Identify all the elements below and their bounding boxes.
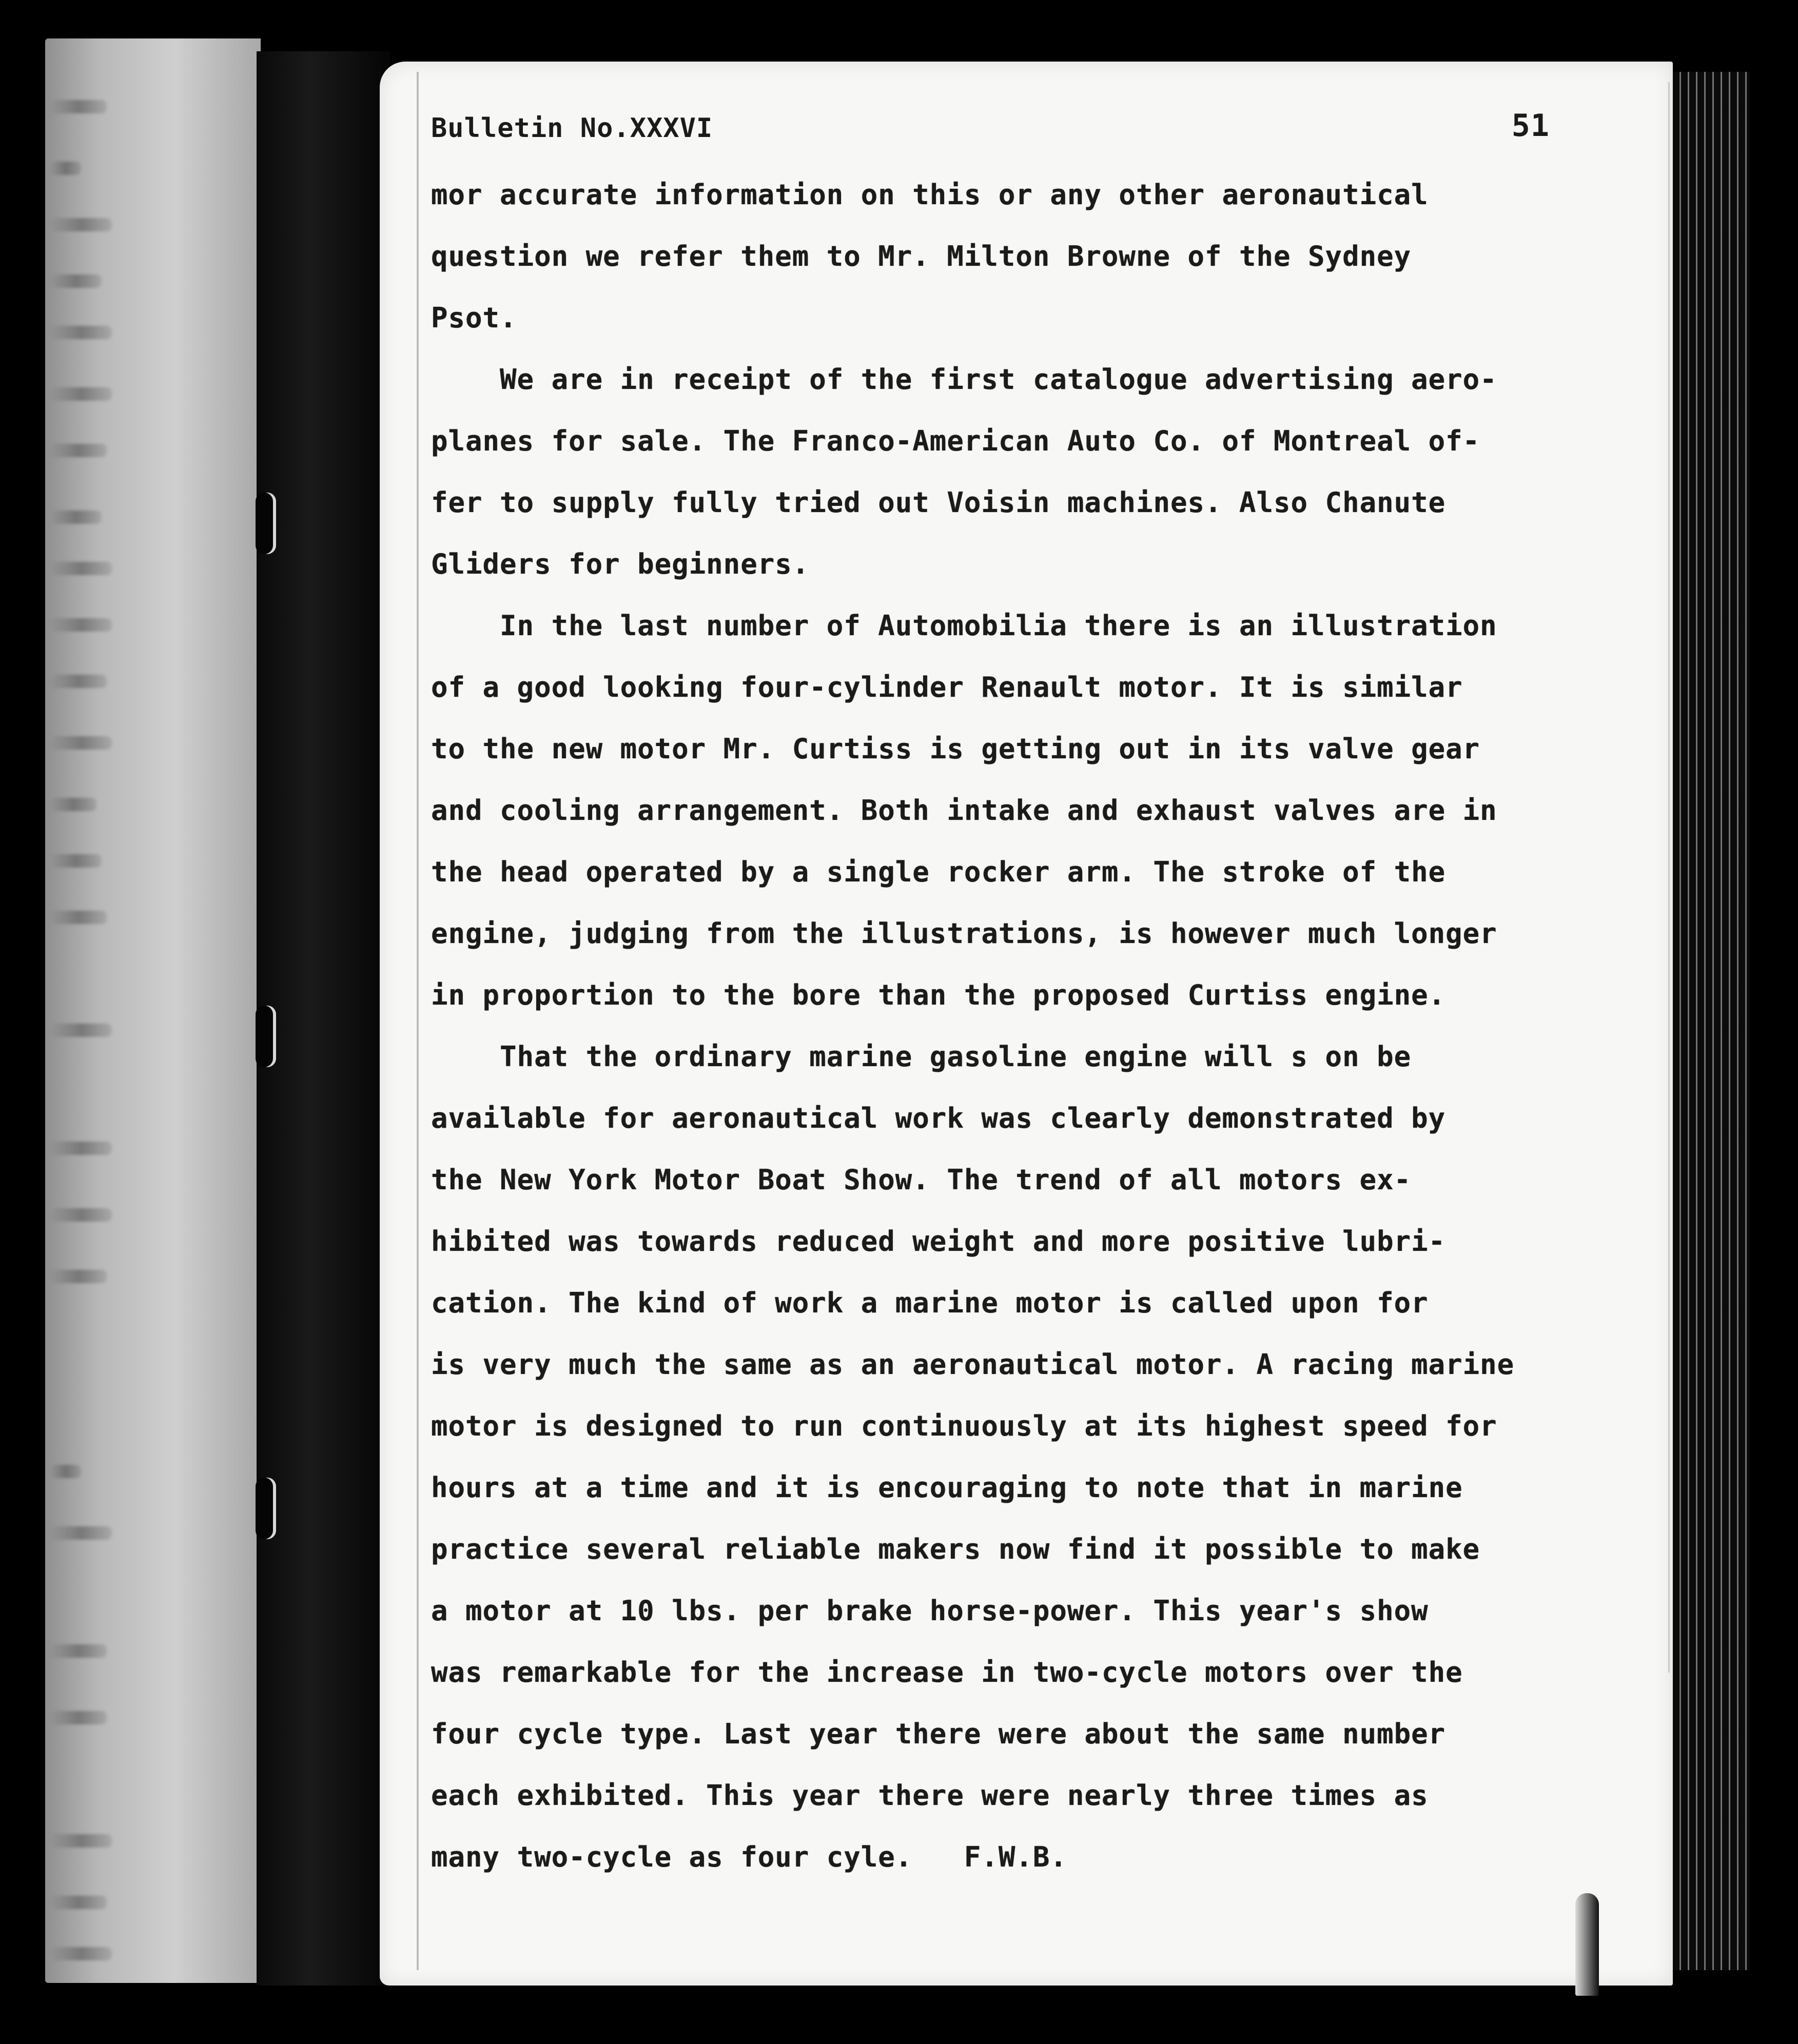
text-line: was remarkable for the increase in two-cycle motors over the: [431, 1656, 1463, 1688]
text-line: Gliders for beginners.: [431, 548, 810, 580]
text-line: many two-cycle as four cyle. F.W.B.: [431, 1841, 1067, 1873]
text-line: to the new motor Mr. Curtiss is getting out in its valve gear: [431, 733, 1480, 765]
text-line: In the last number of Automobilia there is an illustration: [431, 610, 1497, 642]
page-number: 51: [1511, 108, 1550, 144]
text-line: engine, judging from the illustrations, is however much longer: [431, 917, 1497, 950]
text-line: each exhibited. This year there were nearly three times as: [431, 1779, 1429, 1812]
binding-clip: [256, 1478, 273, 1539]
text-line: available for aeronautical work was clearly demonstrated by: [431, 1102, 1446, 1134]
page-header: [431, 103, 1601, 164]
pen-tip: [1575, 1893, 1599, 1996]
text-line: of a good looking four-cylinder Renault motor. It is similar: [431, 671, 1463, 703]
binding-clip: [256, 493, 273, 554]
bulletin-title: Bulletin No.XXXVI: [431, 113, 713, 144]
paragraph: [431, 349, 1601, 595]
binding-clip: [256, 1006, 273, 1067]
text-line: practice several reliable makers now find it possible to make: [431, 1533, 1480, 1565]
right-margin-line: [1668, 82, 1670, 1673]
paragraph: [431, 1026, 1601, 1888]
text-line: question we refer them to Mr. Milton Browne of the Sydney: [431, 240, 1412, 272]
text-line: planes for sale. The Franco-American Auto Co. of Montreal of-: [431, 425, 1480, 457]
text-line: mor accurate information on this or any other aeronautical: [431, 179, 1429, 211]
text-line: fer to supply fully tried out Voisin machines. Also Chanute: [431, 486, 1446, 519]
text-line: a motor at 10 lbs. per brake horse-power. This year's show: [431, 1595, 1429, 1627]
binding-gutter: [257, 51, 390, 1986]
typed-text-block: [431, 103, 1601, 1888]
text-line: and cooling arrangement. Both intake and exhaust valves are in: [431, 794, 1497, 827]
text-line: is very much the same as an aeronautical motor. A racing marine: [431, 1348, 1515, 1381]
text-line: hours at a time and it is encouraging to note that in marine: [431, 1471, 1463, 1504]
left-margin-line: [417, 72, 419, 1970]
text-line: the New York Motor Boat Show. The trend of all motors ex-: [431, 1164, 1412, 1196]
text-line: We are in receipt of the first catalogue advertising aero-: [431, 363, 1497, 396]
text-line: hibited was towards reduced weight and more positive lubri-: [431, 1225, 1446, 1257]
paragraph: [431, 164, 1601, 349]
text-line: in proportion to the bore than the proposed Curtiss engine.: [431, 979, 1446, 1011]
text-line: That the ordinary marine gasoline engine will s on be: [431, 1040, 1412, 1073]
text-line: four cycle type. Last year there were about the same number: [431, 1718, 1446, 1750]
paragraph: [431, 595, 1601, 1026]
text-line: cation. The kind of work a marine motor is called upon for: [431, 1287, 1429, 1319]
text-line: motor is designed to run continuously at its highest speed for: [431, 1410, 1497, 1442]
previous-page-edge: [45, 38, 261, 1983]
text-line: the head operated by a single rocker arm. The stroke of the: [431, 856, 1446, 888]
text-line: Psot.: [431, 302, 517, 334]
